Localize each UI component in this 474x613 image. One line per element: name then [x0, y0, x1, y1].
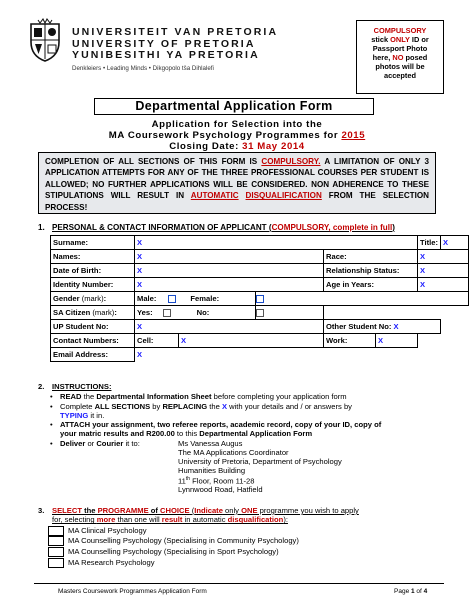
instruction-text: to this [174, 429, 200, 439]
id-number-value[interactable]: X [137, 280, 143, 289]
instruction-item [38, 402, 448, 421]
instruction-text: Complete [60, 401, 95, 411]
photo-text: photos will be [375, 62, 425, 71]
female-label: Female: [190, 294, 220, 303]
cell-field[interactable] [179, 334, 324, 348]
address-text: th [185, 475, 191, 482]
gender-label-mark: (mark) [81, 294, 104, 303]
yes-label: Yes: [137, 308, 153, 317]
sa-citizen-label-mark: (mark) [92, 308, 115, 317]
form-title: Departmental Application Form [94, 98, 374, 115]
address-line: Ms Vanessa Augus [178, 438, 243, 448]
section-text: only [222, 506, 242, 515]
instruction-emphasis: your matric results and R200.00 [60, 429, 175, 439]
gender-label-colon: : [103, 294, 107, 303]
section-text: programme you wish to apply [257, 506, 359, 515]
address-line: Lynnwood Road, Hatfield [178, 485, 263, 495]
section-title: INSTRUCTIONS: [52, 382, 112, 391]
programme-checkbox[interactable] [48, 547, 64, 557]
result-emphasis: result [161, 515, 183, 525]
programme-option-community[interactable] [38, 536, 448, 547]
female-checkbox[interactable] [256, 295, 264, 303]
section-number: 2. [38, 382, 45, 391]
instruction-item [38, 420, 448, 439]
work-value[interactable]: X [378, 336, 384, 345]
closing-date-label: Closing Date: [169, 140, 243, 152]
sa-citizen-label-text: SA Citizen [53, 308, 93, 317]
programme-emphasis: PROGRAMME [97, 506, 149, 515]
programme-option-clinical[interactable] [38, 526, 448, 537]
section-title: ) [392, 223, 395, 232]
form-subtitle [40, 120, 434, 152]
instruction-emphasis: ATTACH [60, 420, 91, 430]
programme-label: MA Research Psychology [68, 557, 155, 567]
cell-label [135, 334, 179, 348]
programme-option-sport[interactable] [38, 547, 448, 558]
photo-text: ID or [409, 35, 429, 44]
up-student-label: UP Student No: [51, 320, 135, 334]
sa-no-cell [256, 306, 324, 320]
subtitle-line: MA Coursework Psychology Programmes for [108, 129, 342, 141]
age-label: Age in Years: [324, 278, 418, 292]
gender-male-cell [135, 292, 256, 306]
indicate-emphasis: Indicate [194, 506, 223, 515]
instruction-emphasis: READ [60, 392, 82, 402]
university-motto: Denkleiers • Leading Minds • Dikgopolo tša Dihlalefi [72, 64, 214, 72]
surname-label: Surname: [51, 236, 135, 250]
programme-label: MA Counselling Psychology (Specialising in Community Psychology) [68, 536, 299, 546]
gender-label [51, 292, 135, 306]
photo-text: accepted [383, 71, 417, 80]
email-field[interactable] [135, 348, 179, 362]
dob-value[interactable]: X [137, 266, 143, 275]
warning-text: COMPLETION OF ALL SECTIONS OF THIS FORM IS [45, 157, 262, 166]
subtitle-line: Application for Selection into the [151, 119, 323, 130]
title-value[interactable]: X [443, 238, 449, 247]
delivery-address [38, 439, 448, 495]
instruction-emphasis: Departmental Information Sheet [96, 392, 212, 402]
race-field[interactable] [418, 250, 469, 264]
race-value[interactable]: X [420, 252, 426, 261]
instruction-text: by [150, 401, 163, 411]
race-label: Race: [324, 250, 418, 264]
section-text: ): [283, 515, 288, 525]
closing-date: 31 May 2014 [242, 140, 305, 152]
instruction-x: X [221, 401, 228, 411]
instruction-emphasis: Departmental Application Form [199, 429, 313, 439]
instruction-text: it to: [123, 438, 140, 448]
university-name-sepedi: YUNIBESITHI YA PRETORIA [72, 49, 260, 61]
warning-automatic: AUTOMATIC [190, 191, 239, 201]
one-emphasis: ONE [241, 506, 258, 515]
instruction-item [38, 392, 448, 401]
dob-label: Date of Birth: [51, 264, 135, 278]
surname-field[interactable] [135, 236, 418, 250]
photo-text: posed [403, 53, 428, 62]
instruction-emphasis: Deliver [60, 438, 86, 448]
section-text: for, selecting [52, 515, 97, 525]
instruction-emphasis: ALL SECTIONS [94, 401, 151, 411]
application-year: 2015 [341, 129, 366, 141]
relationship-value[interactable]: X [420, 266, 426, 275]
photo-text: Passport Photo [372, 44, 428, 53]
male-checkbox[interactable] [168, 295, 176, 303]
instruction-text: before completing your application form [211, 392, 347, 402]
address-line: The MA Applications Coordinator [178, 447, 289, 457]
relationship-field[interactable] [418, 264, 469, 278]
surname-value[interactable]: X [137, 238, 143, 247]
photo-only-emphasis: ONLY [390, 35, 410, 44]
empty-cell [179, 348, 469, 362]
relationship-label: Relationship Status: [324, 264, 418, 278]
cell-value[interactable]: X [181, 336, 187, 345]
work-label: Work: [324, 334, 376, 348]
up-student-field[interactable] [135, 320, 324, 334]
yes-checkbox[interactable] [163, 309, 171, 317]
section-text: the [81, 506, 98, 515]
section-title-compulsory: COMPULSORY, complete in full [271, 223, 393, 232]
email-value[interactable]: X [137, 350, 143, 360]
warning-text: A LIMITATION OF ONLY 3 APPLICATION ATTEMPTS FOR ANY OF THE THREE PROFESSIONAL COURSES PER STUDENT IS ALLOWED; NO FURTHER APPLICATIONS WILL BE CONSIDERED. NON ADHERENCE TO THESE STIPULATIONS WILL RESULT IN [45, 157, 429, 201]
programme-checkbox[interactable] [48, 526, 64, 536]
compulsory-warning-box [38, 152, 436, 214]
instruction-emphasis: REPLACING [162, 401, 208, 411]
age-value[interactable]: X [420, 280, 426, 289]
no-label: No: [196, 308, 210, 317]
section-number: 1. [38, 223, 45, 232]
programme-checkbox[interactable] [48, 558, 64, 568]
instruction-emphasis: Courier [96, 438, 124, 448]
empty-cell [418, 334, 469, 348]
page-number [394, 588, 427, 595]
section-text: ( [189, 506, 195, 515]
instruction-item [38, 439, 140, 448]
instruction-text: or [85, 438, 97, 448]
work-field[interactable] [376, 334, 418, 348]
photo-text: stick [371, 35, 391, 44]
programme-option-research[interactable] [38, 558, 448, 569]
names-value[interactable]: X [137, 252, 143, 261]
more-emphasis: more [96, 515, 116, 525]
title-field[interactable] [441, 236, 469, 250]
address-line: Humanities Building [178, 465, 246, 475]
page-text: Page [394, 588, 411, 595]
programme-label: MA Counselling Psychology (Specialising in Sport Psychology) [68, 547, 279, 557]
section-text: than one will [115, 515, 162, 525]
programme-label: MA Clinical Psychology [68, 525, 147, 535]
section-1-heading [38, 223, 395, 232]
other-student-value[interactable]: X [393, 322, 399, 331]
instruction-text: it in. [88, 410, 105, 420]
names-field[interactable] [135, 250, 324, 264]
dob-field[interactable] [135, 264, 324, 278]
photo-compulsory-label: COMPULSORY [373, 26, 427, 35]
gender-female-cell [256, 292, 469, 306]
instruction-emphasis: your assignment, two referee reports, academic record, copy of your ID, copy of [90, 420, 382, 430]
email-label: Email Address: [51, 348, 135, 362]
gender-label-text: Gender [53, 294, 82, 303]
no-checkbox[interactable] [256, 309, 264, 317]
section-number: 3. [38, 506, 45, 515]
instruction-text: with your details and / or answers by [227, 401, 352, 411]
university-name-english: UNIVERSITY OF PRETORIA [72, 37, 256, 50]
names-label: Names: [51, 250, 135, 264]
id-number-field[interactable] [135, 278, 324, 292]
instruction-text: the [81, 392, 97, 402]
address-text: Floor, Room 11-28 [190, 476, 255, 486]
address-text: 11 [178, 476, 186, 486]
title-label: Title: [418, 236, 441, 250]
address-line: University of Pretoria, Department of Psychology [178, 456, 342, 466]
instruction-text: the [207, 401, 222, 411]
footer-title: Masters Coursework Programmes Application Form [58, 588, 207, 595]
address-line [178, 475, 448, 486]
section-title: PERSONAL & CONTACT INFORMATION OF APPLICANT ( [52, 223, 272, 232]
disqualification-emphasis: disqualification [227, 515, 284, 525]
sa-citizen-label-colon: : [114, 308, 117, 317]
other-student-label-text: Other Student No: [326, 322, 392, 331]
total-pages: 4 [423, 588, 428, 595]
university-name-afrikaans: UNIVERSITEIT VAN PRETORIA [72, 26, 279, 38]
male-label: Male: [137, 294, 157, 303]
passport-photo-box[interactable] [356, 20, 444, 94]
page-text: of [414, 588, 424, 595]
photo-no-emphasis: NO [392, 53, 404, 62]
current-page: 1 [411, 588, 415, 595]
up-student-value[interactable]: X [137, 322, 143, 331]
instruction-typing: TYPING [60, 410, 89, 420]
empty-cell [441, 320, 469, 334]
section-text: in automatic [182, 515, 228, 525]
sa-citizen-label [51, 306, 135, 320]
other-student-label [324, 320, 441, 334]
age-field[interactable] [418, 278, 469, 292]
programme-section [38, 506, 448, 569]
sa-citizen-options [135, 306, 256, 320]
empty-cell [324, 306, 469, 320]
personal-info-table [50, 235, 469, 362]
instructions-section [38, 382, 448, 494]
university-crest-icon [28, 18, 62, 62]
choice-emphasis: CHOICE [160, 506, 190, 515]
warning-disqualification: DISQUALIFICATION [245, 191, 322, 201]
programme-checkbox[interactable] [48, 536, 64, 546]
contact-label: Contact Numbers: [51, 334, 135, 348]
warning-text: FROM THE SELECTION PROCESS! [45, 191, 430, 212]
photo-text: here, [372, 53, 393, 62]
select-emphasis: SELECT [52, 506, 82, 515]
footer-divider [34, 583, 444, 584]
id-number-label: Identity Number: [51, 278, 135, 292]
cell-label-text: Cell: [137, 336, 154, 345]
warning-compulsory: COMPULSORY. [261, 157, 321, 166]
section-text: of [148, 506, 161, 515]
programme-list [38, 526, 448, 569]
